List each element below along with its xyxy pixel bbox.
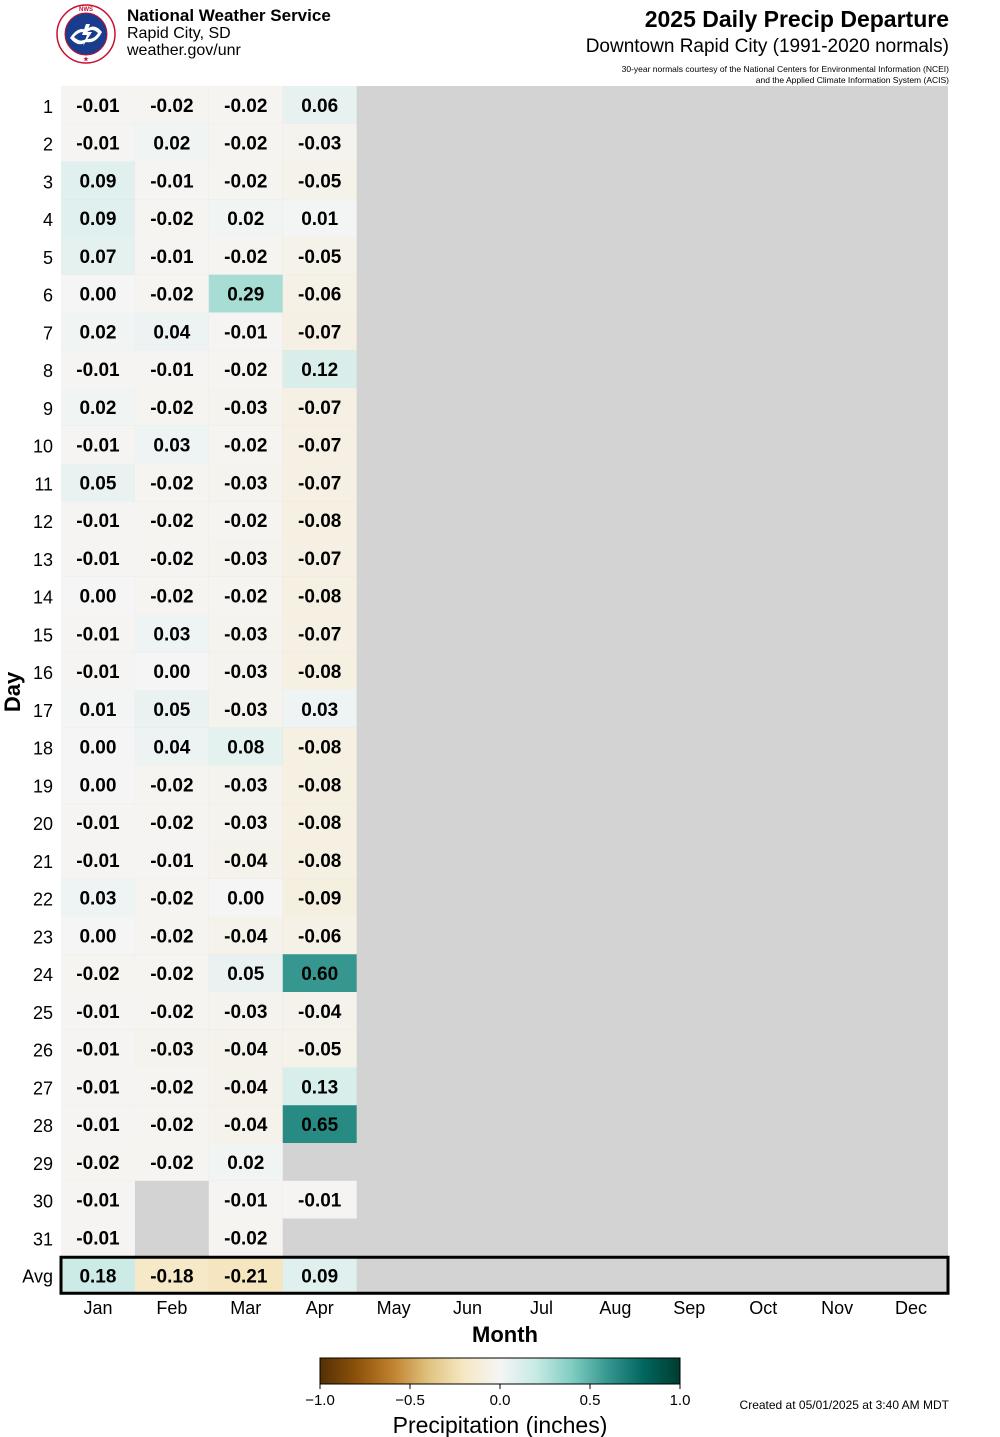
cell-value-label: -0.02 [150, 1152, 194, 1174]
cell-value-label: -0.01 [224, 322, 268, 344]
cell-value-label: 0.02 [153, 133, 191, 155]
cell-value-label: -0.07 [298, 624, 342, 646]
day-tick-label: 25 [32, 1002, 53, 1023]
created-timestamp: Created at 05/01/2025 at 3:40 AM MDT [739, 1398, 949, 1412]
cell-value-label: -0.05 [298, 1039, 342, 1061]
cell-value-label: -0.03 [224, 397, 268, 419]
day-tick-label: 13 [32, 549, 53, 570]
cell-value-label: -0.02 [76, 1152, 120, 1174]
cell-value-label: -0.06 [298, 926, 342, 948]
cell-value-label: -0.01 [150, 360, 194, 382]
day-tick-label: 15 [32, 625, 53, 646]
colorbar-tick-label: −0.5 [395, 1392, 425, 1409]
cell-value-label: -0.03 [298, 133, 342, 155]
cell-value-label: -0.08 [298, 813, 342, 835]
chart-title: 2025 Daily Precip Departure [644, 6, 949, 32]
cell-value-label: -0.01 [76, 360, 120, 382]
cell-value-label: -0.02 [224, 360, 268, 382]
cell-value-label: -0.03 [224, 662, 268, 684]
cell-value-label: -0.01 [76, 850, 120, 872]
cell-value-label: 0.01 [301, 209, 339, 231]
cell-value-label: -0.04 [224, 1115, 268, 1137]
cell-value-label: -0.02 [150, 1001, 194, 1023]
colorbar-tick-label: 1.0 [669, 1392, 691, 1409]
cell-value-label: -0.04 [224, 1077, 268, 1099]
day-tick-label: 19 [32, 776, 53, 797]
x-axis-label: Month [472, 1322, 538, 1347]
cell-value-label: -0.01 [76, 95, 120, 117]
cell-value-label: 0.02 [79, 322, 117, 344]
cell-value-label: -0.02 [224, 1228, 268, 1250]
cell-value-label: -0.01 [76, 1190, 120, 1212]
month-tick-label: May [376, 1298, 411, 1318]
cell-value-label: -0.02 [150, 813, 194, 835]
cell-value-label: -0.07 [298, 435, 342, 457]
cell-value-label: -0.02 [224, 171, 268, 193]
org-name: National Weather Service [127, 6, 331, 25]
colorbar-tick-label: 0.5 [579, 1392, 601, 1409]
cell-value-label: -0.03 [224, 1001, 268, 1023]
month-tick-label: Sep [673, 1298, 706, 1318]
cell-value-label: -0.01 [150, 171, 194, 193]
cell-value-label: 0.00 [79, 284, 117, 306]
chart-subtitle: Downtown Rapid City (1991-2020 normals) [585, 36, 949, 57]
cell-value-label: -0.01 [76, 662, 120, 684]
cell-value-label: -0.02 [150, 964, 194, 986]
cell-value-label: -0.01 [224, 1190, 268, 1212]
day-tick-label: 6 [42, 285, 53, 306]
cell-value-label: -0.02 [150, 511, 194, 533]
cell-value-label: 0.02 [227, 1152, 265, 1174]
org-website[interactable]: weather.gov/unr [127, 42, 241, 59]
cell-value-label: -0.02 [76, 964, 120, 986]
svg-text:★: ★ [83, 57, 89, 63]
cell-value-label: 0.05 [227, 964, 265, 986]
cell-value-label: 0.09 [79, 209, 117, 231]
day-tick-label: 27 [32, 1078, 53, 1099]
avg-value-label: -0.18 [150, 1266, 194, 1288]
cell-value-label: 0.05 [153, 699, 191, 721]
month-tick-label: Nov [821, 1298, 854, 1318]
cell-value-label: -0.07 [298, 473, 342, 495]
day-tick-label: 18 [32, 738, 53, 759]
cell-value-label: -0.04 [224, 1039, 268, 1061]
avg-value-label: 0.18 [79, 1266, 117, 1288]
cell-value-label: 0.03 [153, 624, 191, 646]
cell-value-label: 0.03 [79, 888, 117, 910]
cell-value-label: -0.04 [224, 926, 268, 948]
avg-value-label: -0.21 [224, 1266, 268, 1288]
cell-value-label: -0.01 [76, 548, 120, 570]
month-tick-label: Dec [895, 1298, 928, 1318]
day-tick-label: 20 [32, 814, 53, 835]
cell-value-label: -0.03 [224, 813, 268, 835]
cell-value-label: -0.01 [76, 435, 120, 457]
cell-value-label: -0.01 [150, 850, 194, 872]
cell-value-label: 0.00 [79, 737, 117, 759]
cell-value-label: 0.00 [153, 662, 191, 684]
cell-value-label: 0.08 [227, 737, 265, 759]
day-tick-label: 24 [32, 965, 53, 986]
cell-value-label: -0.02 [224, 586, 268, 608]
y-axis-label: Day [0, 671, 25, 713]
day-tick-label: 16 [32, 663, 53, 684]
colorbar-tick-label: −1.0 [305, 1392, 335, 1409]
cell-value-label: -0.02 [150, 926, 194, 948]
cell-value-label: -0.03 [224, 699, 268, 721]
cell-value-label: 0.05 [79, 473, 117, 495]
cell-value-label: -0.02 [150, 775, 194, 797]
cell-value-label: -0.03 [224, 548, 268, 570]
day-tick-label: 4 [42, 210, 53, 231]
cell-value-label: -0.08 [298, 775, 342, 797]
month-tick-label: Apr [305, 1298, 334, 1318]
cell-value-label: -0.01 [76, 624, 120, 646]
colorbar-tick-label: 0.0 [489, 1392, 511, 1409]
day-tick-label: 10 [32, 436, 53, 457]
day-tick-label: 11 [34, 474, 53, 495]
day-tick-label: 14 [32, 587, 53, 608]
cell-value-label: -0.05 [298, 246, 342, 268]
day-tick-label: 23 [32, 927, 53, 948]
day-tick-label: 1 [42, 96, 53, 117]
cell-value-label: -0.04 [298, 1001, 342, 1023]
day-tick-label: 7 [42, 323, 53, 344]
cell-value-label: -0.01 [76, 133, 120, 155]
cell-value-label: -0.02 [150, 888, 194, 910]
cell-value-label: -0.07 [298, 548, 342, 570]
day-tick-label: 5 [42, 247, 53, 268]
colorbar-label: Precipitation (inches) [392, 1412, 608, 1437]
day-tick-label: 30 [32, 1191, 53, 1212]
svg-text:NWS: NWS [79, 7, 93, 13]
cell-value-label: 0.04 [153, 322, 191, 344]
cell-value-label: 0.00 [227, 888, 265, 910]
cell-value-label: -0.01 [76, 1001, 120, 1023]
cell-value-label: -0.02 [150, 397, 194, 419]
cell-value-label: -0.01 [298, 1190, 342, 1212]
cell-value-label: 0.06 [301, 95, 339, 117]
cell-value-label: 0.12 [301, 360, 339, 382]
cell-value-label: -0.05 [298, 171, 342, 193]
month-tick-label: Mar [230, 1298, 262, 1318]
avg-value-label: 0.09 [301, 1266, 339, 1288]
cell-value-label: -0.01 [76, 1077, 120, 1099]
cell-value-label: 0.60 [301, 964, 339, 986]
cell-value-label: 0.07 [79, 246, 117, 268]
month-tick-label: Jun [453, 1298, 483, 1318]
cell-value-label: -0.02 [150, 284, 194, 306]
colorbar [320, 1358, 680, 1384]
cell-value-label: 0.03 [153, 435, 191, 457]
cell-value-label: -0.01 [76, 511, 120, 533]
month-tick-label: Aug [599, 1298, 632, 1318]
day-tick-label: 8 [42, 361, 53, 382]
cell-value-label: -0.08 [298, 511, 342, 533]
cell-value-label: -0.09 [298, 888, 342, 910]
cell-value-label: -0.01 [76, 1115, 120, 1137]
cell-value-label: -0.08 [298, 662, 342, 684]
credit-line-1: 30-year normals courtesy of the National Centers for Environmental Information (NCEI) [621, 64, 949, 74]
cell-value-label: 0.00 [79, 926, 117, 948]
cell-value-label: -0.02 [150, 1115, 194, 1137]
cell-value-label: 0.03 [301, 699, 339, 721]
day-tick-label: 22 [32, 889, 53, 910]
cell-value-label: 0.29 [227, 284, 265, 306]
cell-value-label: 0.09 [79, 171, 117, 193]
cell-value-label: -0.01 [76, 1039, 120, 1061]
cell-value-label: -0.02 [150, 586, 194, 608]
cell-value-label: -0.02 [150, 209, 194, 231]
cell-value-label: -0.02 [224, 511, 268, 533]
month-tick-label: Jul [529, 1298, 553, 1318]
cell-value-label: -0.03 [150, 1039, 194, 1061]
cell-value-label: 0.02 [79, 397, 117, 419]
cell-value-label: -0.04 [224, 850, 268, 872]
cell-value-label: -0.03 [224, 775, 268, 797]
cell-value-label: 0.01 [79, 699, 117, 721]
cell-value-label: 0.00 [79, 586, 117, 608]
month-tick-label: Feb [156, 1298, 188, 1318]
day-tick-label: 21 [32, 851, 53, 872]
cell-value-label: -0.02 [224, 246, 268, 268]
cell-value-label: -0.03 [224, 624, 268, 646]
cell-value-label: -0.06 [298, 284, 342, 306]
day-tick-label: 17 [32, 700, 53, 721]
day-tick-label: 29 [32, 1153, 53, 1174]
day-tick-label: 9 [42, 398, 53, 419]
cell-value-label: 0.13 [301, 1077, 339, 1099]
org-location: Rapid City, SD [127, 25, 231, 42]
cell-value-label: 0.02 [227, 209, 265, 231]
cell-value-label: -0.02 [224, 95, 268, 117]
cell-value-label: -0.01 [76, 1228, 120, 1250]
cell-value-label: -0.07 [298, 322, 342, 344]
cell-value-label: -0.08 [298, 850, 342, 872]
day-tick-label: 2 [42, 134, 53, 155]
day-tick-label: 26 [32, 1040, 53, 1061]
cell-value-label: -0.02 [150, 95, 194, 117]
credit-line-2: and the Applied Climate Information System (ACIS) [755, 75, 949, 85]
cell-value-label: -0.02 [150, 473, 194, 495]
cell-value-label: 0.00 [79, 775, 117, 797]
day-tick-label: 12 [32, 512, 53, 533]
cell-value-label: -0.02 [150, 1077, 194, 1099]
cell-value-label: 0.04 [153, 737, 191, 759]
day-tick-label: 3 [42, 172, 53, 193]
cell-value-label: -0.08 [298, 586, 342, 608]
month-tick-label: Jan [83, 1298, 113, 1318]
cell-value-label: -0.02 [224, 133, 268, 155]
cell-value-label: -0.02 [224, 435, 268, 457]
month-tick-label: Oct [749, 1298, 778, 1318]
cell-value-label: 0.65 [301, 1115, 339, 1137]
cell-value-label: -0.02 [150, 548, 194, 570]
cell-value-label: -0.01 [76, 813, 120, 835]
avg-row-label: Avg [22, 1266, 53, 1287]
cell-value-label: -0.07 [298, 397, 342, 419]
cell-value-label: -0.01 [150, 246, 194, 268]
day-tick-label: 31 [32, 1229, 53, 1250]
day-tick-label: 28 [32, 1116, 53, 1137]
cell-value-label: -0.03 [224, 473, 268, 495]
cell-value-label: -0.08 [298, 737, 342, 759]
